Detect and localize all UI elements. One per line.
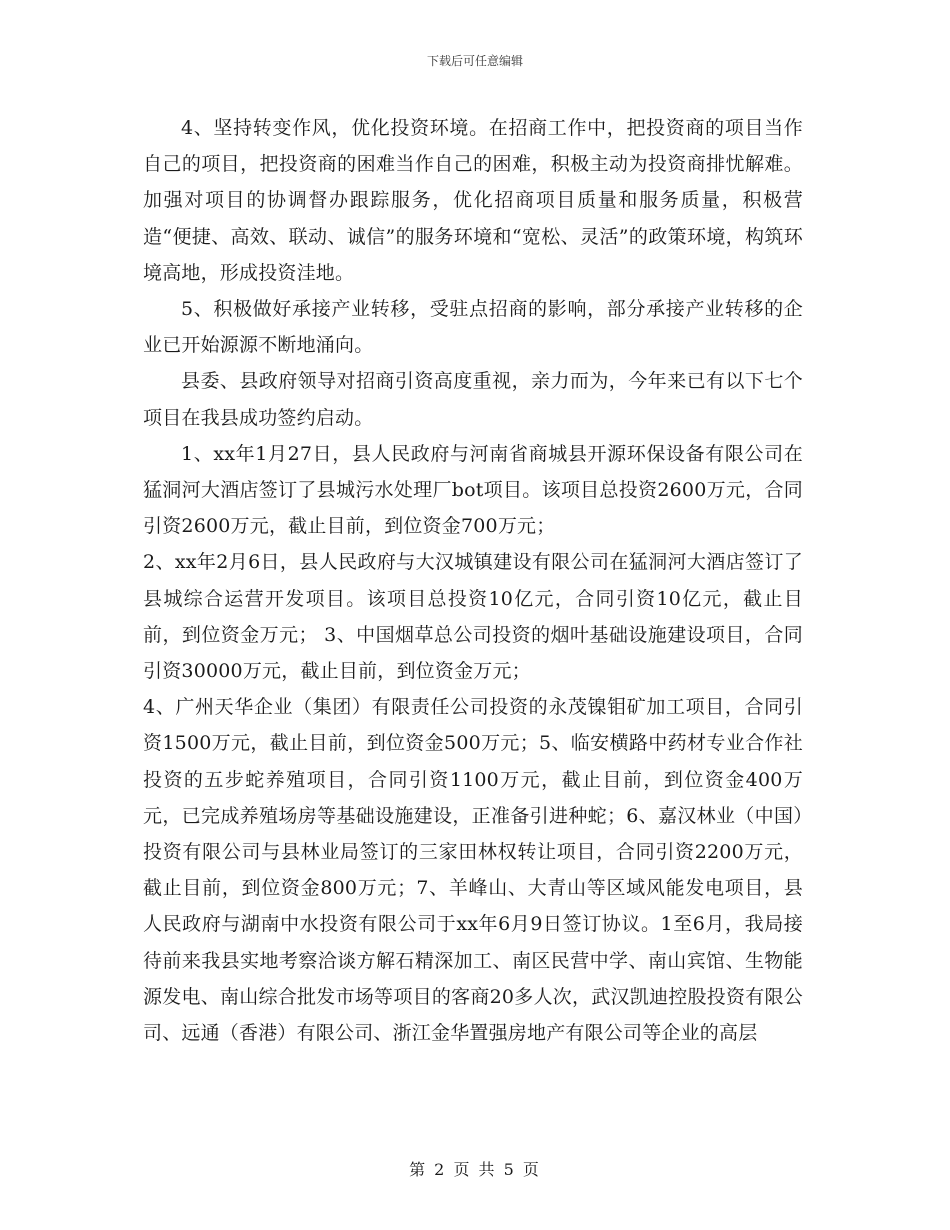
paragraph-item-4: 4、坚持转变作风，优化投资环境。在招商工作中，把投资商的项目当作自己的项目，把投资商的困难当作自己的困难，积极主动为投资商排忧解难。加强对项目的协调督办跟踪服务，优化招商项目质量和服务质量，积极营造“便捷、高效、联动、诚信”的服务环境和“宽松、灵活”的政策环境，构筑环境高地，形成投资洼地。 bbox=[143, 117, 803, 284]
page-header-note: 下载后可任意编辑 bbox=[426, 54, 523, 68]
paragraph-project-1: 1、xx年1月27日，县人民政府与河南省商城县开源环保设备有限公司在猛洞河大酒店签订了县城污水处理厂bot项目。该项目总投资2600万元，合同引资2600万元，截止目前，到位资金700万元； bbox=[143, 442, 803, 538]
document-body bbox=[143, 110, 803, 1051]
paragraph-project-4-7: 4、广州天华企业（集团）有限责任公司投资的永茂镍钼矿加工项目，合同引资1500万元，截止目前，到位资金500万元；5、临安横路中药材专业合作社投资的五步蛇养殖项目，合同引资1100万元，截止目前，到位资金400万元，已完成养殖场房等基础设施建设，正准备引进种蛇；6、嘉汉林业（中国）投资有限公司与县林业局签订的三家田林权转让项目，合同引资2200万元，截止目前，到位资金800万元；7、羊峰山、大青山等区域风能发电项目，县人民政府与湖南中水投资有限公司于xx年6月9日签订协议。1至6月，我局接待前来我县实地考察洽谈方解石精深加工、南区民营中学、南山宾馆、生物能源发电、南山综合批发市场等项目的客商20多人次，武汉凯迪控股投资有限公司、远通（香港）有限公司、浙江金华置强房地产有限公司等企业的高层 bbox=[143, 696, 803, 1045]
paragraph-item-5: 5、积极做好承接产业转移，受驻点招商的影响，部分承接产业转移的企业已开始源源不断地涌向。 bbox=[143, 298, 803, 357]
paragraph-intro-projects: 县委、县政府领导对招商引资高度重视，亲力而为，今年来已有以下七个项目在我县成功签约启动。 bbox=[143, 370, 803, 429]
page-number-footer: 第 2 页 共 5 页 bbox=[409, 1160, 541, 1179]
paragraph-project-2-3: 2、xx年2月6日，县人民政府与大汉城镇建设有限公司在猛洞河大酒店签订了县城综合运营开发项目。该项目总投资10亿元，合同引资10亿元，截止目前，到位资金万元； 3、中国烟草总公司投资的烟叶基础设施建设项目，合同引资30000万元，截止目前，到位资金万元； bbox=[143, 551, 803, 683]
